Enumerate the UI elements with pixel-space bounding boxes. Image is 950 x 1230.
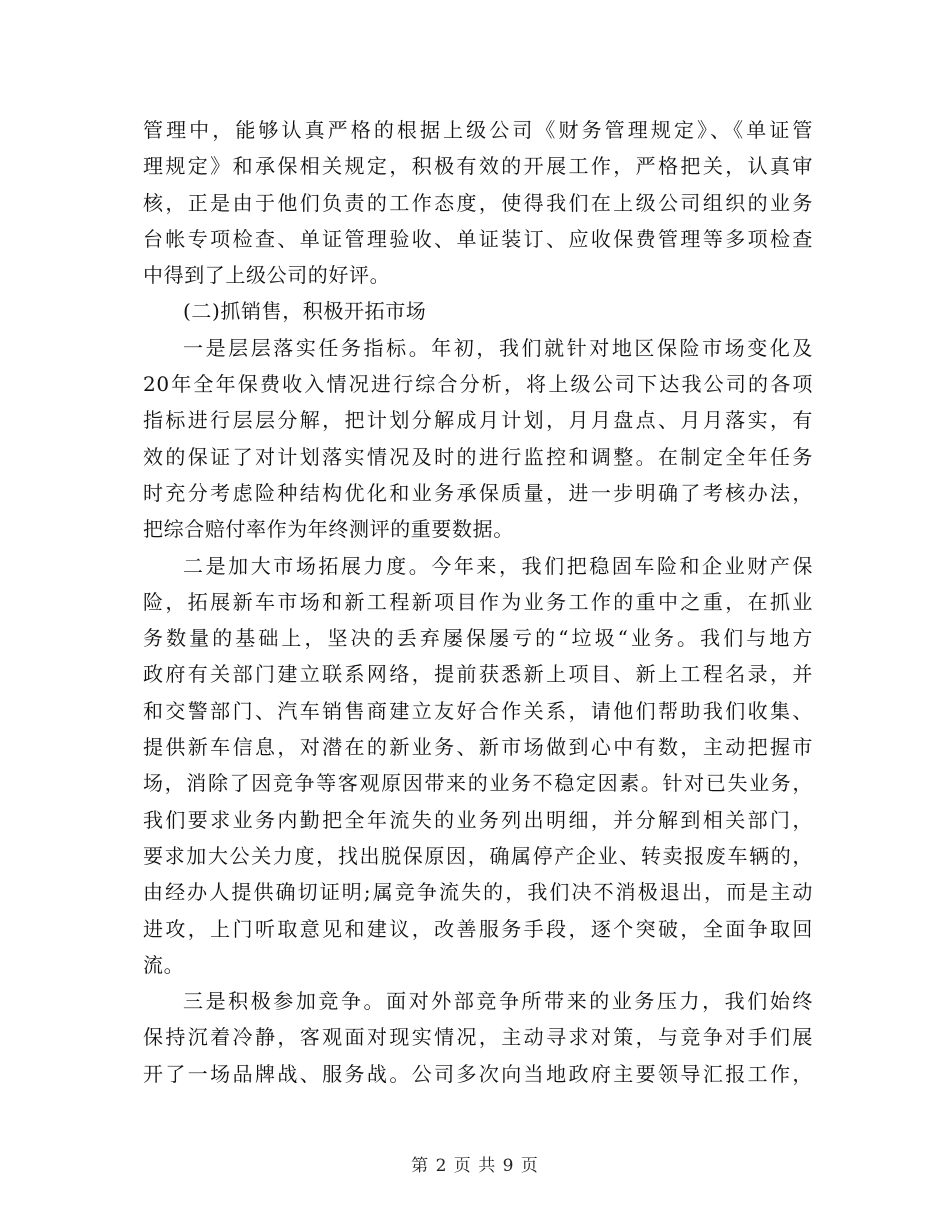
text-line: 二是加大市场拓展力度。今年来，我们把稳固车险和企业财产保 [183, 553, 813, 578]
text-line: 务数量的基础上，坚决的丢弃屡保屡亏的“垃圾“业务。我们与地方 [143, 626, 813, 651]
text-line: 要求加大公关力度，找出脱保原因，确属停产企业、转卖报废车辆的， [143, 843, 813, 868]
text-line: 效的保证了对计划落实情况及时的进行监控和调整。在制定全年任务 [143, 444, 813, 469]
text-line: 我们要求业务内勤把全年流失的业务列出明细，并分解到相关部门， [143, 807, 813, 832]
text-line: 时充分考虑险种结构优化和业务承保质量，进一步明确了考核办法， [143, 480, 813, 505]
text-line: 险，拓展新车市场和新工程新项目作为业务工作的重中之重，在抓业 [143, 589, 813, 614]
text-line: 理规定》和承保相关规定，积极有效的开展工作，严格把关，认真审 [143, 154, 813, 179]
text-line: 场，消除了因竞争等客观原因带来的业务不稳定因素。针对已失业务， [143, 771, 813, 796]
text-line: 管理中，能够认真严格的根据上级公司《财务管理规定》、《单证管 [143, 118, 813, 142]
text-line: 20年全年保费收入情况进行综合分析，将上级公司下达我公司的各项 [143, 372, 813, 397]
text-line: 保持沉着冷静，客观面对现实情况，主动寻求对策，与竞争对手们展 [143, 1025, 813, 1050]
text-line: 政府有关部门建立联系网络，提前获悉新上项目、新上工程名录，并 [143, 662, 813, 687]
text-line: 提供新车信息，对潜在的新业务、新市场做到心中有数，主动把握市 [143, 735, 813, 760]
text-line: 一是层层落实任务指标。年初，我们就针对地区保险市场变化及 [183, 335, 813, 360]
text-line: 三是积极参加竞争。面对外部竞争所带来的业务压力，我们始终 [183, 989, 813, 1014]
text-line: 开了一场品牌战、服务战。公司多次向当地政府主要领导汇报工作， [143, 1061, 813, 1086]
text-line: 把综合赔付率作为年终测评的重要数据。 [143, 517, 514, 542]
page-number: 第 2 页 共 9 页 [411, 1156, 539, 1176]
text-line: 中得到了上级公司的好评。 [143, 263, 391, 288]
text-line: 进攻，上门听取意见和建议，改善服务手段，逐个突破，全面争取回 [143, 916, 813, 941]
text-line: 台帐专项检查、单证管理验收、单证装订、应收保费管理等多项检查 [143, 226, 813, 251]
text-line: 流。 [143, 952, 185, 977]
text-line: 核，正是由于他们负责的工作态度，使得我们在上级公司组织的业务 [143, 190, 813, 215]
text-line: 由经办人提供确切证明;属竞争流失的，我们决不消极退出，而是主动 [143, 880, 813, 905]
section-heading: (二)抓销售，积极开拓市场 [183, 299, 427, 324]
document-body [143, 112, 813, 1092]
text-line: 和交警部门、汽车销售商建立友好合作关系，请他们帮助我们收集、 [143, 698, 813, 723]
text-line: 指标进行层层分解，把计划分解成月计划，月月盘点、月月落实，有 [143, 408, 813, 433]
